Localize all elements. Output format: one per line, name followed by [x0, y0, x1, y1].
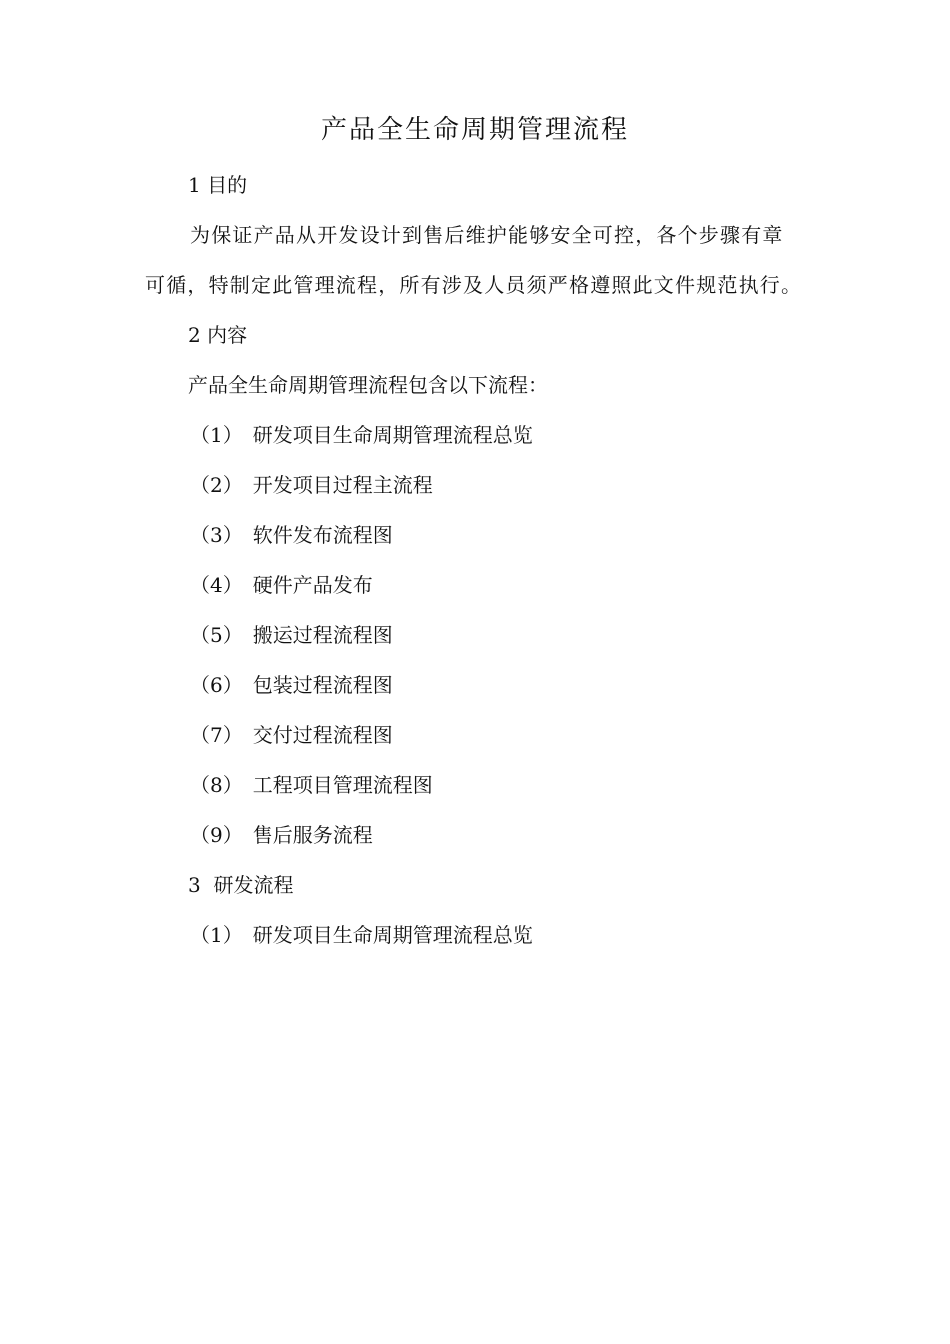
section-3-heading: 3 研发流程: [188, 873, 294, 897]
list-item-number: （2）: [190, 473, 243, 497]
list-item-number: （7）: [190, 723, 243, 747]
list-item: [190, 470, 433, 500]
list-item: [190, 570, 373, 600]
list-item-number: （1）: [190, 423, 243, 447]
list-item: [190, 620, 393, 650]
list-item-text: 售后服务流程: [252, 823, 373, 847]
purpose-paragraph-line-1: 为保证产品从开发设计到售后维护能够安全可控，各个步骤有章: [190, 223, 784, 247]
list-item: [190, 820, 373, 850]
list-item-text: 软件发布流程图: [252, 523, 393, 547]
list-item-text: 开发项目过程主流程: [252, 473, 433, 497]
list-item-number: （5）: [190, 623, 243, 647]
list-item-number: （9）: [190, 823, 243, 847]
content-intro: 产品全生命周期管理流程包含以下流程：: [188, 373, 548, 397]
document-title: 产品全生命周期管理流程: [320, 115, 629, 145]
list-item-number: （3）: [190, 523, 243, 547]
list-item: [190, 920, 533, 950]
list-item-text: 工程项目管理流程图: [252, 773, 433, 797]
list-item: [190, 520, 393, 550]
section-1-heading: 1 目的: [188, 173, 248, 197]
list-item-text: 搬运过程流程图: [252, 623, 393, 647]
list-item: [190, 720, 393, 750]
list-item-number: （8）: [190, 773, 243, 797]
list-item-text: 研发项目生命周期管理流程总览: [252, 923, 533, 947]
list-item-text: 研发项目生命周期管理流程总览: [252, 423, 533, 447]
list-item: [190, 770, 433, 800]
list-item-number: （1）: [190, 923, 243, 947]
list-item: [190, 670, 393, 700]
section-2-heading: 2 内容: [188, 323, 248, 347]
list-item-text: 包装过程流程图: [252, 673, 393, 697]
list-item-number: （4）: [190, 573, 243, 597]
list-item: [190, 420, 533, 450]
list-item-text: 硬件产品发布: [252, 573, 373, 597]
list-item-text: 交付过程流程图: [252, 723, 393, 747]
purpose-paragraph-line-2: 可循，特制定此管理流程，所有涉及人员须严格遵照此文件规范执行。: [145, 273, 803, 297]
list-item-number: （6）: [190, 673, 243, 697]
